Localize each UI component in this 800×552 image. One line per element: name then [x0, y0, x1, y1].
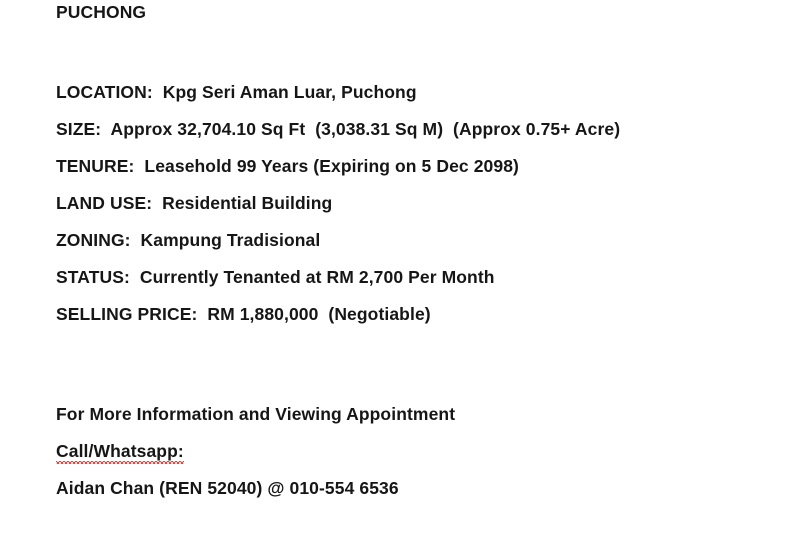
contact-agent-line: Aidan Chan (REN 52040) @ 010-554 6536: [56, 478, 399, 498]
contact-block: [56, 406, 455, 517]
detail-line-tenure: TENURE: Leasehold 99 Years (Expiring on 5 Dec 2098): [56, 156, 519, 176]
page-title: PUCHONG: [56, 2, 147, 22]
property-details-block: [56, 84, 620, 343]
contact-info-line: For More Information and Viewing Appointment: [56, 404, 456, 424]
detail-line-location: LOCATION: Kpg Seri Aman Luar, Puchong: [56, 82, 417, 102]
detail-line-selling-price: SELLING PRICE: RM 1,880,000 (Negotiable): [56, 304, 431, 324]
detail-line-land-use: LAND USE: Residential Building: [56, 193, 333, 213]
detail-line-status: STATUS: Currently Tenanted at RM 2,700 Per Month: [56, 267, 495, 287]
contact-call-label-wrapper: [56, 443, 455, 461]
detail-line-zoning: ZONING: Kampung Tradisional: [56, 230, 321, 250]
detail-line-size: SIZE: Approx 32,704.10 Sq Ft (3,038.31 Sq M) (Approx 0.75+ Acre): [56, 119, 621, 139]
contact-call-label: Call/Whatsapp:: [56, 441, 184, 461]
